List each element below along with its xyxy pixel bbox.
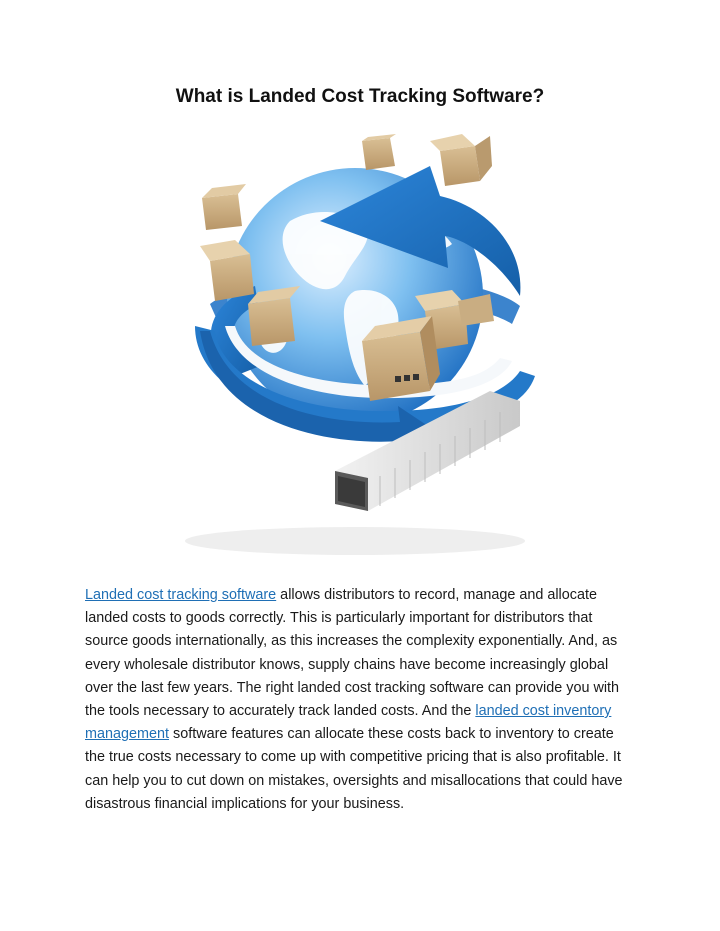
hero-image — [140, 126, 580, 570]
globe-shipping-boxes-icon — [140, 126, 580, 570]
article-paragraph — [85, 584, 637, 816]
paragraph-text-1: allows distributors to record, manage and allocate landed costs to goods correctly. This is particularly important for distributors that source goods internationally, as this increases the complexity exponentially. And, as every wholesale distributor knows, supply chains have become increasingly global over the last few years. The right landed cost tracking software can provide you with the tools necessary to accurately track landed costs. And the — [85, 587, 620, 720]
landed-cost-inventory-management-link[interactable]: landed cost inventory management — [85, 703, 612, 743]
page-title: What is Landed Cost Tracking Software? — [175, 86, 545, 107]
paragraph-text-2: software features can allocate these costs back to inventory to create the true costs necessary to come up with competitive pricing that is also profitable. It can help you to cut down on mistakes, oversights and misallocations that could have disastrous financial implications for your business. — [85, 726, 623, 812]
landed-cost-tracking-software-link[interactable]: Landed cost tracking software — [85, 587, 277, 603]
